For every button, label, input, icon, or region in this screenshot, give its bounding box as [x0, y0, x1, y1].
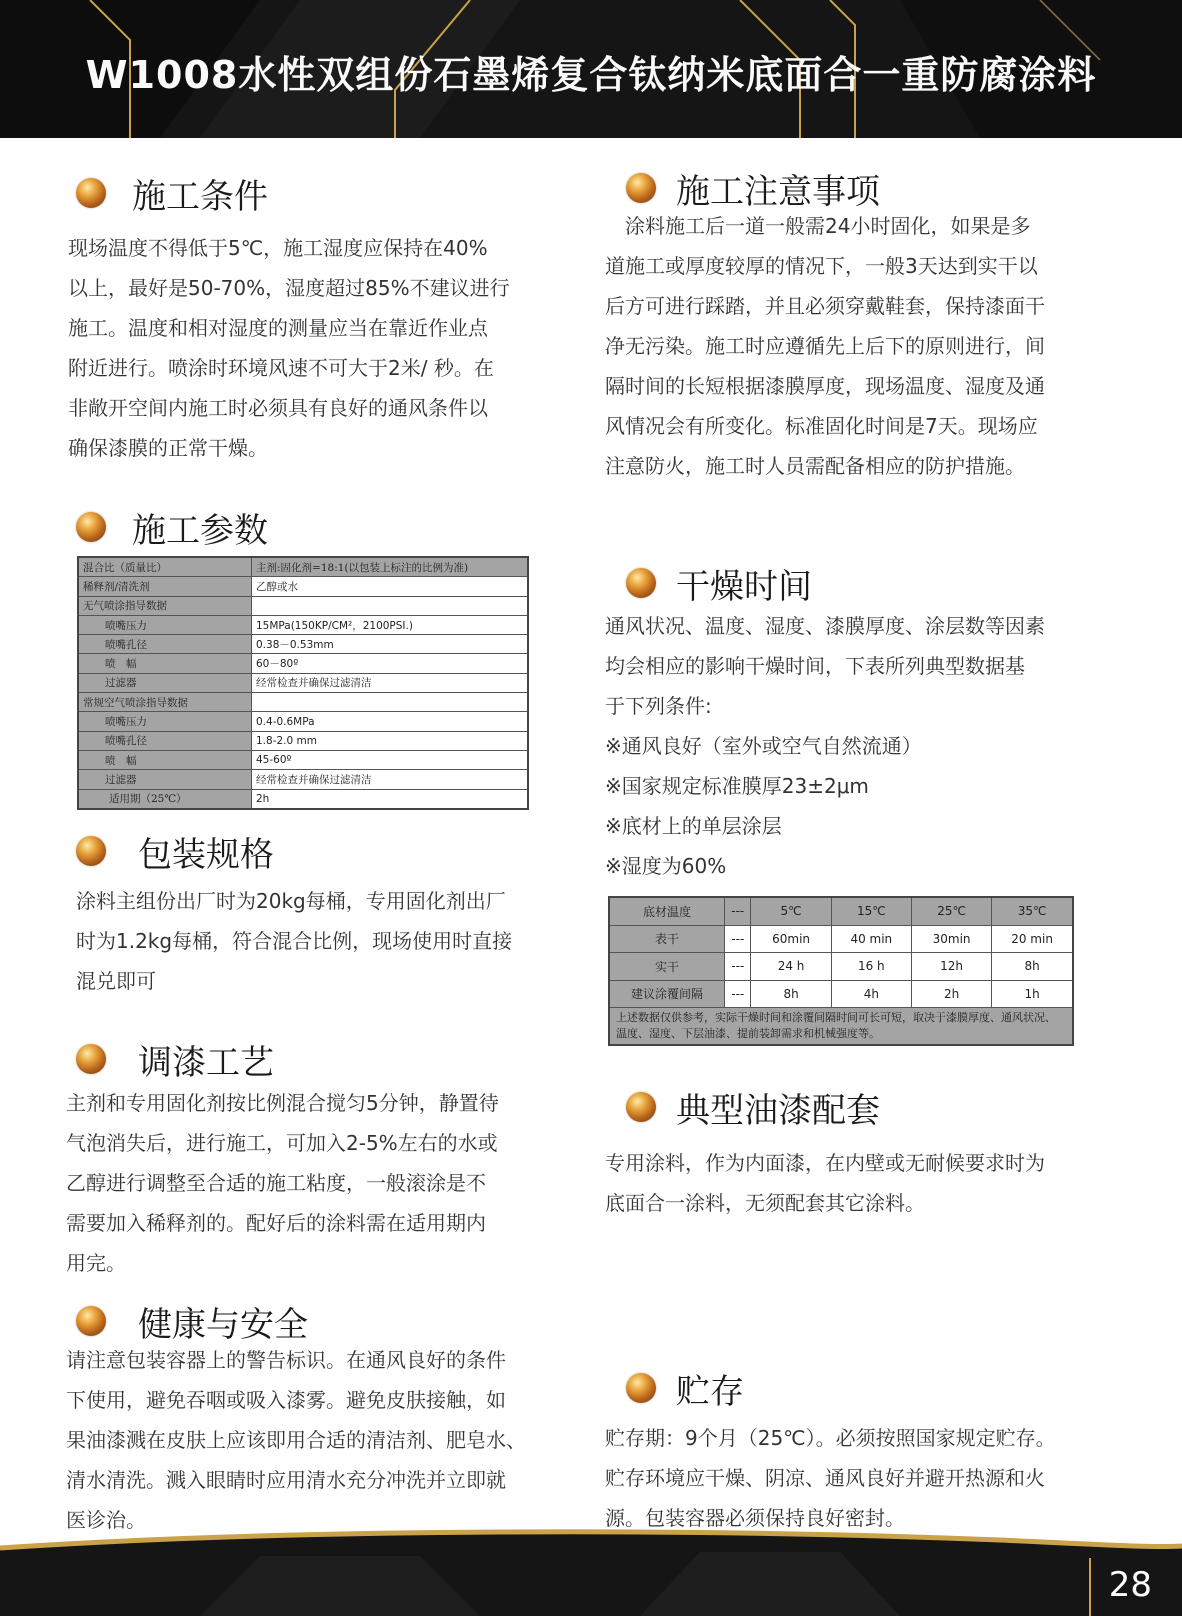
section-title: 施工条件	[132, 176, 268, 217]
section-title: 健康与安全	[138, 1304, 308, 1345]
notes-text	[605, 206, 1105, 486]
conditions-text	[68, 228, 548, 468]
page-number: 28	[1108, 1565, 1152, 1605]
section-mixing	[76, 1034, 556, 1084]
text-line: ※国家规定标准膜厚23±2μm	[605, 774, 869, 798]
text-line: 专用涂料，作为内面漆，在内壁或无耐候要求时为	[605, 1151, 1045, 1175]
text-line: 均会相应的影响干燥时间，下表所列典型数据基	[605, 654, 1025, 678]
table-cell: ---	[725, 980, 751, 1008]
param-key: 喷嘴孔径	[78, 731, 252, 750]
table-row	[78, 789, 528, 809]
text-line: 用完。	[66, 1251, 126, 1275]
text-line: 气泡消失后，进行施工，可加入2-5%左右的水或	[66, 1131, 498, 1155]
param-value: 2h	[252, 789, 529, 809]
bullet-orb-icon	[626, 1092, 656, 1122]
table-row	[78, 596, 528, 615]
text-line: 非敞开空间内施工时必须具有良好的通风条件以	[68, 396, 488, 420]
section-title: 贮存	[676, 1371, 744, 1412]
text-line: 注意防火，施工时人员需配备相应的防护措施。	[605, 454, 1025, 478]
table-row	[609, 980, 1073, 1008]
param-key: 适用期（25℃）	[78, 789, 252, 809]
bullet-orb-icon	[76, 1044, 106, 1074]
table-row	[78, 557, 528, 577]
text-line: 贮存环境应干燥、阴凉、通风良好并避开热源和火	[605, 1466, 1045, 1490]
table-cell: 40 min	[831, 925, 911, 953]
table-row	[78, 731, 528, 750]
text-line: 时为1.2kg每桶，符合混合比例，现场使用时直接	[76, 929, 513, 953]
table-cell: 表干	[609, 925, 725, 953]
params-table	[77, 556, 529, 810]
param-key: 喷 幅	[78, 750, 252, 769]
param-key: 常规空气喷涂指导数据	[78, 693, 252, 712]
table-cell: 24 h	[751, 953, 831, 981]
table-cell: 8h	[992, 953, 1073, 981]
bullet-orb-icon	[76, 836, 106, 866]
text-line: 医诊治。	[66, 1508, 146, 1532]
section-params	[76, 502, 556, 552]
param-value: 45-60º	[252, 750, 529, 769]
text-line: 乙醇进行调整至合适的施工粘度，一般滚涂是不	[66, 1171, 486, 1195]
text-line: 清水清洗。溅入眼睛时应用清水充分冲洗并立即就	[66, 1468, 506, 1492]
table-cell: 8h	[751, 980, 831, 1008]
table-header-cell: 25℃	[911, 897, 991, 925]
param-value: 乙醇或水	[252, 577, 529, 596]
table-cell: 12h	[911, 953, 991, 981]
section-title: 包装规格	[138, 834, 274, 875]
mixing-text	[66, 1083, 556, 1283]
param-value: 0.4-0.6MPa	[252, 712, 529, 731]
text-line: 下使用，避免吞咽或吸入漆雾。避免皮肤接触，如	[66, 1388, 506, 1412]
text-line: 净无污染。施工时应遵循先上后下的原则进行，间	[605, 334, 1045, 358]
param-value	[252, 693, 529, 712]
text-line: 涂料施工后一道一般需24小时固化，如果是多	[605, 214, 1031, 238]
text-line: 附近进行。喷涂时环境风速不可大于2米/ 秒。在	[68, 356, 494, 380]
table-header-cell: ---	[725, 897, 751, 925]
param-value	[252, 596, 529, 615]
param-key: 过滤器	[78, 770, 252, 789]
param-key: 混合比（质量比）	[78, 557, 252, 577]
table-cell: 1h	[992, 980, 1073, 1008]
table-row	[78, 770, 528, 789]
table-row	[609, 925, 1073, 953]
table-header-cell: 35℃	[992, 897, 1073, 925]
table-cell: ---	[725, 953, 751, 981]
table-cell: 16 h	[831, 953, 911, 981]
text-line: 涂料主组份出厂时为20kg每桶，专用固化剂出厂	[76, 889, 506, 913]
table-cell: 4h	[831, 980, 911, 1008]
table-row	[78, 750, 528, 769]
table-row	[78, 673, 528, 692]
bullet-orb-icon	[626, 173, 656, 203]
section-title: 施工参数	[132, 510, 268, 551]
footer-decoration	[0, 1516, 1182, 1616]
table-row	[78, 712, 528, 731]
table-header-row	[609, 897, 1073, 925]
text-line: ※底材上的单层涂层	[605, 814, 782, 838]
text-line: 隔时间的长短根据漆膜厚度，现场温度、湿度及通	[605, 374, 1045, 398]
param-key: 喷 幅	[78, 654, 252, 673]
table-note: 上述数据仅供参考，实际干燥时间和涂覆间隔时间可长可短，取决于漆膜厚度、通风状况、温度、湿度、下层油漆、提前装卸需求和机械强度等。	[609, 1008, 1073, 1046]
param-value: 经常检查并确保过滤清洁	[252, 673, 529, 692]
table-cell: 20 min	[992, 925, 1073, 953]
param-key: 喷嘴压力	[78, 712, 252, 731]
text-line: 于下列条件:	[605, 694, 712, 718]
table-cell: 建议涂覆间隔	[609, 980, 725, 1008]
drying-text	[605, 606, 1105, 886]
section-title: 干燥时间	[676, 566, 812, 607]
page-title: W1008水性双组份石墨烯复合钛纳米底面合一重防腐涂料	[85, 53, 1097, 97]
param-key: 无气喷涂指导数据	[78, 596, 252, 615]
text-line: 请注意包装容器上的警告标识。在通风良好的条件	[66, 1348, 506, 1372]
text-line: 主剂和专用固化剂按比例混合搅匀5分钟，静置待	[66, 1091, 499, 1115]
text-line: 确保漆膜的正常干燥。	[68, 436, 268, 460]
param-value: 60－80º	[252, 654, 529, 673]
param-value: 1.8-2.0 mm	[252, 731, 529, 750]
drying-table	[608, 896, 1074, 1046]
param-value: 15MPa(150KP/CM²，2100PSI.)	[252, 615, 529, 634]
packaging-text	[76, 881, 556, 1001]
table-cell: 2h	[911, 980, 991, 1008]
param-value: 0.38－0.53mm	[252, 635, 529, 654]
table-row	[78, 693, 528, 712]
param-key: 喷嘴压力	[78, 615, 252, 634]
section-conditions	[76, 168, 556, 218]
text-line: 施工。温度和相对湿度的测量应当在靠近作业点	[68, 316, 488, 340]
system-text	[605, 1143, 1105, 1223]
bullet-orb-icon	[76, 512, 106, 542]
section-packaging	[76, 826, 556, 876]
section-title: 调漆工艺	[138, 1042, 274, 1083]
section-system	[626, 1082, 1126, 1132]
param-value: 经常检查并确保过滤清洁	[252, 770, 529, 789]
bullet-orb-icon	[76, 178, 106, 208]
bullet-orb-icon	[626, 1373, 656, 1403]
param-key: 喷嘴孔径	[78, 635, 252, 654]
text-line: 后方可进行踩踏，并且必须穿戴鞋套，保持漆面干	[605, 294, 1045, 318]
table-header-cell: 5℃	[751, 897, 831, 925]
table-header-cell: 底材温度	[609, 897, 725, 925]
text-line: 风情况会有所变化。标准固化时间是7天。现场应	[605, 414, 1038, 438]
text-line: 果油漆溅在皮肤上应该即用合适的清洁剂、肥皂水、	[66, 1428, 526, 1452]
text-line: 混兑即可	[76, 969, 156, 993]
text-line: 底面合一涂料，无须配套其它涂料。	[605, 1191, 925, 1215]
table-row	[78, 635, 528, 654]
section-title: 施工注意事项	[676, 171, 880, 212]
text-line: ※通风良好（室外或空气自然流通）	[605, 734, 922, 758]
safety-text	[66, 1340, 556, 1540]
param-value: 主剂:固化剂=18:1(以包装上标注的比例为准)	[252, 557, 529, 577]
section-storage	[626, 1363, 1126, 1413]
text-line: 贮存期：9个月（25℃）。必须按照国家规定贮存。	[605, 1426, 1056, 1450]
param-key: 过滤器	[78, 673, 252, 692]
table-header-cell: 15℃	[831, 897, 911, 925]
table-cell: 30min	[911, 925, 991, 953]
table-row	[78, 615, 528, 634]
text-line: 以上，最好是50-70%，湿度超过85%不建议进行	[68, 276, 510, 300]
table-row	[78, 654, 528, 673]
bullet-orb-icon	[76, 1306, 106, 1336]
table-cell: 60min	[751, 925, 831, 953]
table-row	[78, 577, 528, 596]
table-row	[609, 953, 1073, 981]
bullet-orb-icon	[626, 568, 656, 598]
param-key: 稀释剂/清洗剂	[78, 577, 252, 596]
table-cell: ---	[725, 925, 751, 953]
table-note-row	[609, 1008, 1073, 1046]
section-drying	[626, 558, 1126, 608]
table-cell: 实干	[609, 953, 725, 981]
text-line: 需要加入稀释剂的。配好后的涂料需在适用期内	[66, 1211, 486, 1235]
section-safety	[76, 1296, 556, 1346]
text-line: 通风状况、温度、湿度、漆膜厚度、涂层数等因素	[605, 614, 1045, 638]
text-line: 现场温度不得低于5℃，施工湿度应保持在40%	[68, 236, 488, 260]
header-banner	[0, 0, 1182, 138]
text-line: 道施工或厚度较厚的情况下，一般3天达到实干以	[605, 254, 1038, 278]
section-title: 典型油漆配套	[676, 1090, 880, 1131]
text-line: 源。包装容器必须保持良好密封。	[605, 1506, 905, 1530]
text-line: ※湿度为60%	[605, 854, 727, 878]
